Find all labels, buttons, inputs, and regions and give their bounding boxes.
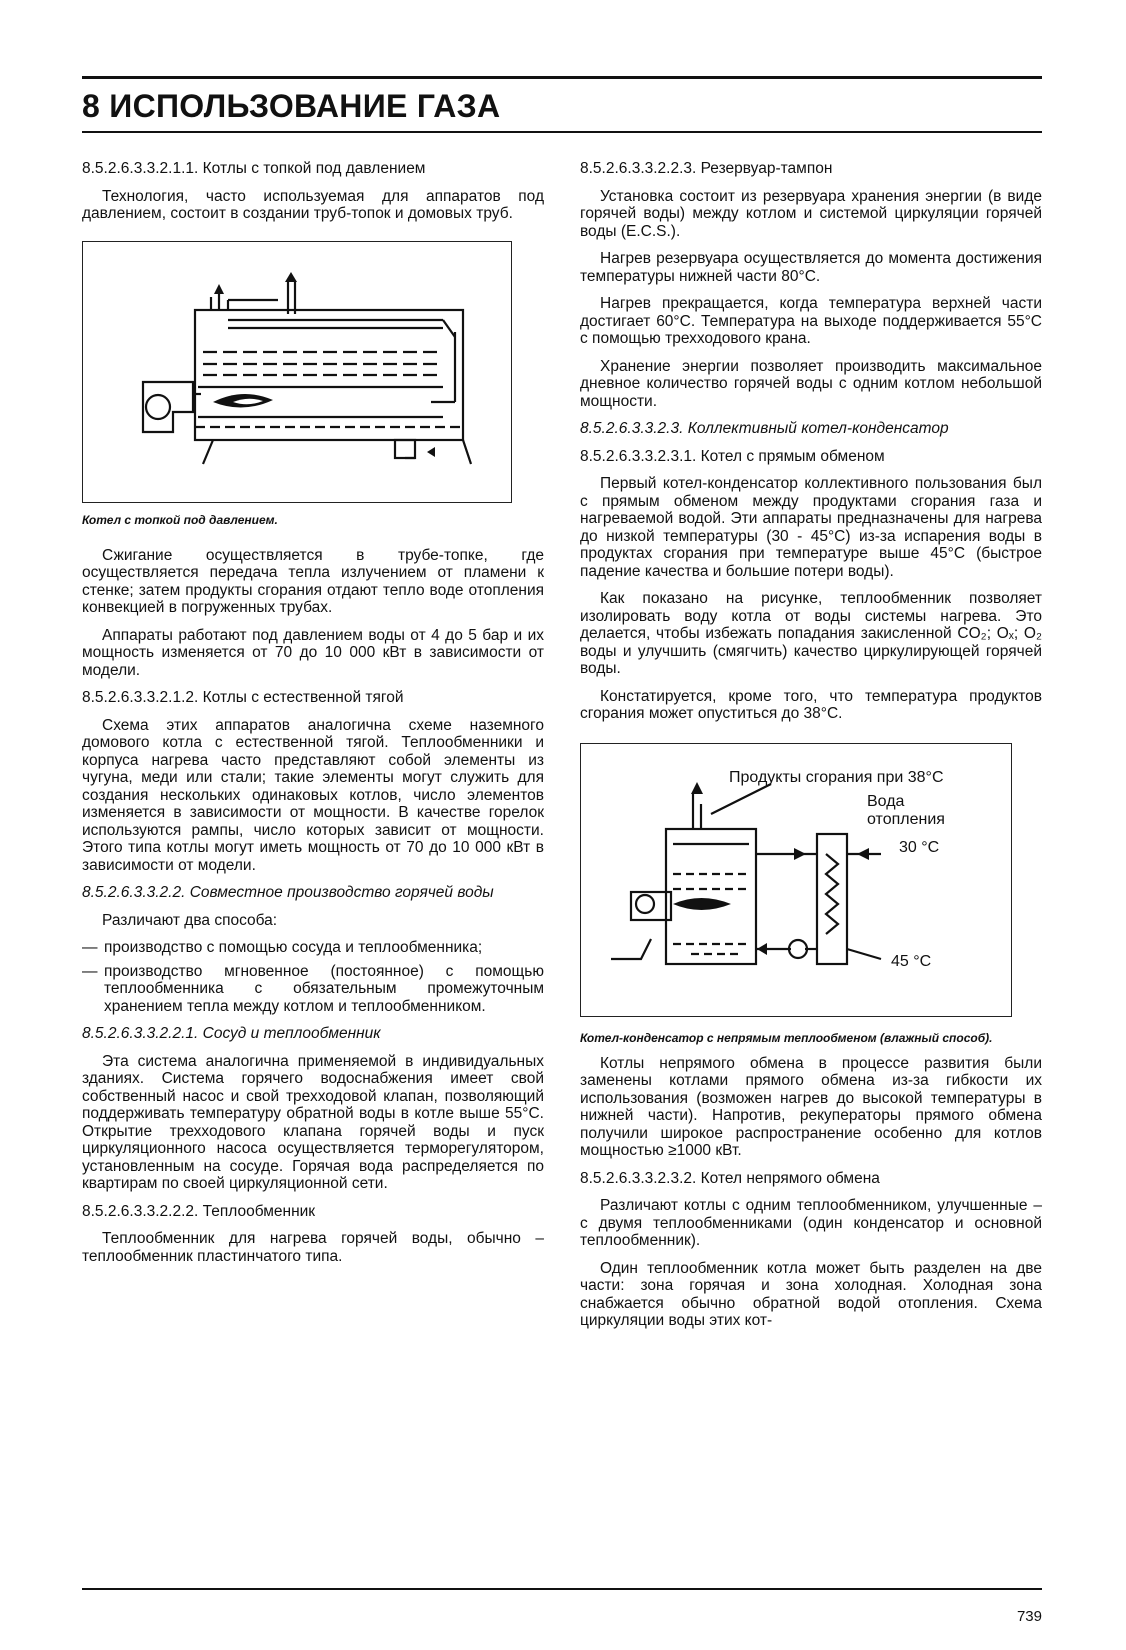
paragraph: Хранение энергии позволяет производить максимальное дневное количество горячей воды с одним котлом небольшой мощности. [580,357,1042,410]
figure-condensing-boiler [580,743,1012,1017]
figure-pressurized-boiler [82,241,512,503]
label-heating-water-1: Вода [867,792,905,810]
paragraph: Различают два способа: [102,911,278,929]
header-top-rule [82,76,1042,79]
paragraph: Констатируется, кроме того, что температура продуктов сгорания может опуститься до 38°С. [580,687,1042,722]
label-combustion-products: Продукты сгорания при 38°С [729,768,944,786]
section-heading: 8.5.2.6.3.3.2.2. Совместное производство горячей воды [82,884,494,901]
pressurized-boiler-diagram [83,242,511,502]
paragraph: Эта система аналогична применяемой в индивидуальных зданиях. Система горячего водоснабжения имеет свой собственный насос и свой трехходовой клапан, позволяющий поддерживать температуру обратной воды в котле выше 55°С. Открытие трехходового клапана горячей воды и пуск циркуляционного насоса осуществляется терморегулятором, установленным на сосуде. Горячая вода распределяется по квартирам по своей циркуляционной сети. [82,1052,544,1192]
footer-rule [82,1588,1042,1590]
paragraph: Один теплообменник котла может быть разделен на две части: зона горячая и зона холодная. Холодная зона снабжается обычно обратной водой отопления. Схема циркуляции воды этих кот- [580,1259,1042,1329]
header-bottom-rule [82,131,1042,133]
section-heading: 8.5.2.6.3.3.2.1.2. Котлы с естественной тягой [82,689,404,706]
list-item: — производство с помощью сосуда и теплообменника; [82,939,483,956]
figure-caption: Котел-конденсатор с непрямым теплообменом (влажный способ). [580,1030,993,1045]
paragraph: Схема этих аппаратов аналогична схеме наземного домового котла с естественной тягой. Теплообменники и корпуса нагрева часто представляют собой элементы из чугуна, меди или стали; такие элементы могут служить для создания нескольких одинаковых котлов, число элементов изменяется в зависимости от мощности. В качестве горелок используются рампы, число которых зависит от мощности. Этого типа котлы могут иметь мощность от 70 до 10 000 кВт в зависимости от модели. [82,716,544,874]
section-heading: 8.5.2.6.3.3.2.2.1. Сосуд и теплообменник [82,1025,381,1042]
label-45c: 45 °С [891,952,932,970]
paragraph: Первый котел-конденсатор коллективного пользования был с прямым обменом между продуктами сгорания газа и нагреваемой водой. Эти аппараты предназначены для нагрева до низкой температуры (30 - 45°С) из-за испарения воды в продуктах сгорания при температуре выше 45°С (быстрое падение качества и большие потери воды). [580,475,1042,580]
paragraph: Сжигание осуществляется в трубе-топке, где осуществляется передача тепла излучением от пламени к стенке; затем продукты сгорания отдают тепло воде отопления конвекцией в погруженных трубах. [82,546,544,616]
list-item: — производство мгновенное (постоянное) с помощью теплообменника с обязательным промежуточным хранением тепла между котлом и теплообменником. [82,962,544,1015]
page-header-title: 8 ИСПОЛЬЗОВАНИЕ ГАЗА [82,88,501,124]
section-heading: 8.5.2.6.3.3.2.3.2. Котел непрямого обмена [580,1169,880,1187]
section-heading: 8.5.2.6.3.3.2.3.1. Котел с прямым обменом [580,447,885,465]
paragraph: Различают котлы с одним теплообменником, улучшенные – с двумя теплообменниками (один конденсатор и основной теплообменник). [580,1197,1042,1249]
condensing-boiler-diagram [581,744,1011,1016]
paragraph: Аппараты работают под давлением воды от 4 до 5 бар и их мощность изменяется от 70 до 10 000 кВт в зависимости от модели. [82,626,544,679]
label-30c: 30 °С [899,838,940,856]
section-heading: 8.5.2.6.3.3.2.2.2. Теплообменник [82,1202,316,1220]
paragraph: Установка состоит из резервуара хранения энергии (в виде горячей воды) между котлом и системой циркуляции горячей воды (E.C.S.). [580,187,1042,240]
left-column [82,160,544,1275]
section-heading: 8.5.2.6.3.3.2.1.1. Котлы с топкой под давлением [82,160,426,177]
section-heading: 8.5.2.6.3.3.2.3. Коллективный котел-конденсатор [580,420,949,437]
paragraph: Котлы непрямого обмена в процессе развития были заменены котлами прямого обмена из-за гибкости их использования (возможен нагрев до высокой температуры в нижней части). Напротив, рекуператоры прямого обмена получили широкое распространение особенно для котлов мощностью ≥1000 кВт. [580,1054,1042,1159]
label-heating-water-2: отопления [867,810,945,828]
paragraph: Нагрев резервуара осуществляется до момента достижения температуры нижней части 80°С. [580,250,1042,285]
figure-caption: Котел с топкой под давлением. [82,512,278,527]
right-column [580,160,1042,1340]
page-number: 739 [1016,1608,1042,1625]
paragraph: Теплообменник для нагрева горячей воды, обычно – теплообменник пластинчатого типа. [82,1230,544,1265]
paragraph: Нагрев прекращается, когда температура верхней части достигает 60°С. Температура на выходе поддерживается 55°С с помощью трехходового крана. [580,295,1042,347]
paragraph: Технология, часто используемая для аппаратов под давлением, состоит в создании труб-топок и домовых труб. [82,187,544,222]
paragraph: Как показано на рисунке, теплообменник позволяет изолировать воду котла от воды системы нагрева. Это делается, чтобы избежать попадания закисленной CO₂; Oₓ; O₂ воды и улучшить (смягчить) качество циркулирующей горячей воды. [580,590,1042,677]
section-heading: 8.5.2.6.3.3.2.2.3. Резервуар-тампон [580,160,833,177]
